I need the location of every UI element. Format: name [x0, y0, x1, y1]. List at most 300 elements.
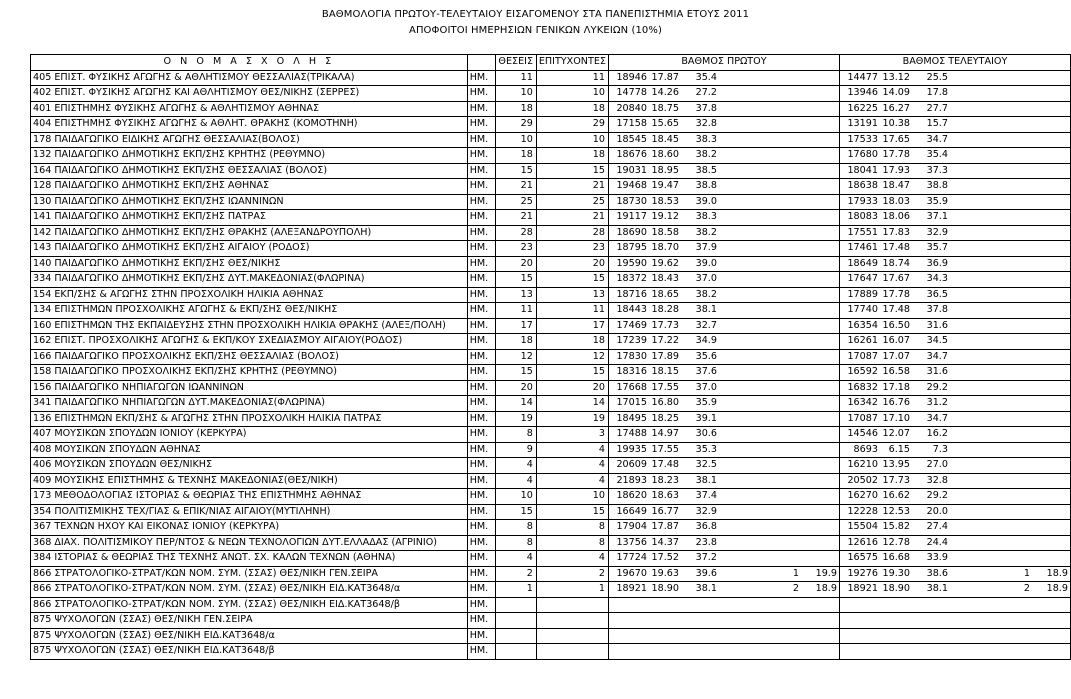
school-code: 407 [31, 427, 53, 443]
last-grade-cell [839, 225, 1070, 241]
school-type: ΗΜ. [467, 613, 495, 629]
table-row [31, 194, 1071, 210]
last-grade-value: 17.73 [882, 474, 910, 486]
admitted-value: 21 [536, 179, 608, 195]
first-grade-value: 18.63 [651, 490, 679, 502]
header-last-grade: ΒΑΘΜΟΣ ΤΕΛΕΥΤΑΙΟΥ [839, 55, 1070, 71]
school-type: ΗΜ. [467, 489, 495, 505]
seats-value: 13 [495, 287, 536, 303]
last-score-value: 25.5 [926, 71, 948, 83]
school-code: 140 [31, 256, 53, 272]
first-score-value: 32.5 [695, 459, 717, 471]
first-grade-cell [608, 334, 839, 350]
admitted-value: 1 [536, 582, 608, 598]
school-name: ΠΑΙΔΑΓΩΓΙΚΟ ΝΗΠΙΑΓΩΓΩΝ ΙΩΑΝΝΙΝΩΝ [52, 380, 467, 396]
school-code: 128 [31, 179, 53, 195]
last-grade-value: 17.93 [882, 164, 910, 176]
admitted-value: 23 [536, 241, 608, 257]
school-name: ΜΟΥΣΙΚΗΣ ΕΠΙΣΤΗΜΗΣ & ΤΕΧΝΗΣ ΜΑΚΕΔΟΝΙΑΣ(ΘΕΣ/ΝΙΚΗ) [52, 473, 467, 489]
school-name: ΕΠΙΣΤΗΜΗΣ ΦΥΣΙΚΗΣ ΑΓΩΓΗΣ & ΑΘΛΗΤ. ΘΡΑΚΗΣ (ΚΟΜΟΤΗΝΗ) [52, 117, 467, 133]
first-rank-value: 19117 [616, 211, 647, 223]
school-type: ΗΜ. [467, 535, 495, 551]
school-code: 402 [31, 86, 53, 102]
admitted-value: 10 [536, 86, 608, 102]
school-code: 368 [31, 535, 53, 551]
last-grade-value: 16.62 [882, 490, 910, 502]
school-type: ΗΜ. [467, 458, 495, 474]
last-score-value: 35.9 [926, 195, 948, 207]
school-name: ΕΠΙΣΤ. ΦΥΣΙΚΗΣ ΑΓΩΓΗΣ ΚΑΙ ΑΘΛΗΤΙΣΜΟΥ ΘΕΣ/ΝΙΚΗΣ (ΣΕΡΡΕΣ) [52, 86, 467, 102]
admitted-value: 17 [536, 318, 608, 334]
last-score-value: 17.8 [926, 87, 948, 99]
results-table [30, 54, 1071, 660]
school-code: 405 [31, 70, 53, 86]
last-score-value: 38.8 [926, 180, 948, 192]
last-score-value: 36.9 [926, 257, 948, 269]
admitted-value: 20 [536, 380, 608, 396]
first-score-value: 37.9 [695, 242, 717, 254]
table-row [31, 132, 1071, 148]
last-grade-cell [839, 504, 1070, 520]
admitted-value: 18 [536, 148, 608, 164]
table-row [31, 287, 1071, 303]
last-rank-value: 19276 [847, 567, 878, 579]
seats-value: 4 [495, 473, 536, 489]
table-row [31, 365, 1071, 381]
last-grade-cell [839, 566, 1070, 582]
first-rank-value: 18690 [616, 226, 647, 238]
first-grade-cell [608, 473, 839, 489]
first-grade-value: 19.47 [651, 180, 679, 192]
last-grade-cell [839, 303, 1070, 319]
last-grade-value: 10.38 [882, 118, 910, 130]
first-score-value: 34.9 [695, 335, 717, 347]
first-rank-value: 18795 [616, 242, 647, 254]
last-grade-value: 16.50 [882, 319, 910, 331]
first-score-value: 35.9 [695, 397, 717, 409]
first-rank-value: 19935 [616, 443, 647, 455]
last-rank-value: 16575 [847, 552, 878, 564]
last-extra-rank-value: 2 [1023, 583, 1030, 595]
admitted-value: 8 [536, 520, 608, 536]
first-score-value: 38.5 [695, 164, 717, 176]
first-rank-value: 17469 [616, 319, 647, 331]
first-grade-value: 17.48 [651, 459, 679, 471]
school-name: ΜΕΘΟΔΟΛΟΓΙΑΣ ΙΣΤΟΡΙΑΣ & ΘΕΩΡΙΑΣ ΤΗΣ ΕΠΙΣΤΗΜΗΣ ΑΘΗΝΑΣ [52, 489, 467, 505]
first-grade-cell [608, 566, 839, 582]
header-seats: ΘΕΣΕΙΣ [495, 55, 536, 71]
school-code: 334 [31, 272, 53, 288]
last-grade-cell [839, 644, 1070, 660]
seats-value: 11 [495, 303, 536, 319]
school-type: ΗΜ. [467, 365, 495, 381]
last-score-value: 37.8 [926, 304, 948, 316]
last-rank-value: 15504 [847, 521, 878, 533]
seats-value: 15 [495, 504, 536, 520]
last-grade-cell [839, 210, 1070, 226]
table-row [31, 644, 1071, 660]
seats-value: 17 [495, 318, 536, 334]
last-grade-cell [839, 287, 1070, 303]
first-grade-value: 18.43 [651, 273, 679, 285]
last-score-value: 20.0 [926, 505, 948, 517]
school-type: ΗΜ. [467, 287, 495, 303]
last-score-value: 7.3 [932, 443, 948, 455]
last-grade-value: 17.48 [882, 304, 910, 316]
first-grade-cell [608, 644, 839, 660]
school-type: ΗΜ. [467, 442, 495, 458]
admitted-value: 12 [536, 349, 608, 365]
admitted-value [536, 597, 608, 613]
last-rank-value: 8693 [853, 443, 878, 455]
school-name: ΠΑΙΔΑΓΩΓΙΚΟ ΔΗΜΟΤΙΚΗΣ ΕΚΠ/ΣΗΣ ΑΙΓΑΙΟΥ (ΡΟΔΟΣ) [52, 241, 467, 257]
table-body [31, 70, 1071, 659]
school-type: ΗΜ. [467, 551, 495, 567]
last-grade-cell [839, 70, 1070, 86]
last-rank-value: 12228 [847, 505, 878, 517]
last-rank-value: 16592 [847, 366, 878, 378]
last-grade-value: 16.07 [882, 335, 910, 347]
last-grade-cell [839, 117, 1070, 133]
first-grade-value: 19.62 [651, 257, 679, 269]
last-score-value: 37.3 [926, 164, 948, 176]
first-rank-value: 18946 [616, 71, 647, 83]
school-name: ΜΟΥΣΙΚΩΝ ΣΠΟΥΔΩΝ ΑΘΗΝΑΣ [52, 442, 467, 458]
school-name: ΤΕΧΝΩΝ ΗΧΟΥ ΚΑΙ ΕΙΚΟΝΑΣ ΙΟΝΙΟΥ (ΚΕΡΚΥΡΑ) [52, 520, 467, 536]
school-type: ΗΜ. [467, 644, 495, 660]
seats-value: 10 [495, 489, 536, 505]
school-code: 866 [31, 597, 53, 613]
first-rank-value: 18676 [616, 149, 647, 161]
table-row [31, 86, 1071, 102]
seats-value: 23 [495, 241, 536, 257]
school-code: 130 [31, 194, 53, 210]
last-grade-cell [839, 272, 1070, 288]
first-grade-cell [608, 256, 839, 272]
school-name: ΕΚΠ/ΣΗΣ & ΑΓΩΓΗΣ ΣΤΗΝ ΠΡΟΣΧΟΛΙΚΗ ΗΛΙΚΙΑ ΑΘΗΝΑΣ [52, 287, 467, 303]
last-rank-value: 16832 [847, 381, 878, 393]
school-type: ΗΜ. [467, 148, 495, 164]
page-title: ΒΑΘΜΟΛΟΓΙΑ ΠΡΩΤΟΥ-ΤΕΛΕΥΤΑΙΟΥ ΕΙΣΑΓΟΜΕΝΟΥ ΣΤΑ ΠΑΝΕΠΙΣΤΗΜΙΑ ΕΤΟΥΣ 2011 [321, 9, 750, 20]
school-type: ΗΜ. [467, 86, 495, 102]
school-type: ΗΜ. [467, 582, 495, 598]
last-grade-cell [839, 148, 1070, 164]
first-grade-cell [608, 427, 839, 443]
last-grade-value: 17.83 [882, 226, 910, 238]
last-rank-value: 18638 [847, 180, 878, 192]
admitted-value [536, 644, 608, 660]
first-rank-value: 20840 [616, 102, 647, 114]
first-extra-rank-value: 2 [792, 583, 799, 595]
table-row [31, 613, 1071, 629]
first-grade-cell [608, 628, 839, 644]
admitted-value: 18 [536, 334, 608, 350]
first-rank-value: 14778 [616, 87, 647, 99]
school-type: ΗΜ. [467, 427, 495, 443]
last-grade-value: 16.58 [882, 366, 910, 378]
school-name: ΣΤΡΑΤΟΛΟΓΙΚΟ-ΣΤΡΑΤ/ΚΩΝ ΝΟΜ. ΣΥΜ. (ΣΣΑΣ) ΘΕΣ/ΝΙΚΗ ΓΕΝ.ΣΕΙΡΑ [52, 566, 467, 582]
last-score-value: 32.9 [926, 226, 948, 238]
last-score-value: 15.7 [926, 118, 948, 130]
first-score-value: 37.8 [695, 102, 717, 114]
first-grade-cell [608, 303, 839, 319]
school-code: 158 [31, 365, 53, 381]
seats-value: 4 [495, 458, 536, 474]
first-rank-value: 13756 [616, 536, 647, 548]
seats-value: 21 [495, 210, 536, 226]
table-row [31, 582, 1071, 598]
header-school-name: Ο Ν Ο Μ Α Σ Χ Ο Λ Η Σ [31, 55, 468, 71]
last-grade-cell [839, 551, 1070, 567]
last-rank-value: 17647 [847, 273, 878, 285]
last-grade-cell [839, 427, 1070, 443]
table-row [31, 458, 1071, 474]
first-grade-value: 19.63 [651, 567, 679, 579]
seats-value: 15 [495, 365, 536, 381]
first-rank-value: 18316 [616, 366, 647, 378]
first-rank-value: 18730 [616, 195, 647, 207]
first-rank-value: 19590 [616, 257, 647, 269]
table-row [31, 442, 1071, 458]
seats-value: 18 [495, 334, 536, 350]
last-grade-cell [839, 535, 1070, 551]
first-grade-cell [608, 179, 839, 195]
first-grade-value: 18.95 [651, 164, 679, 176]
school-name: ΠΑΙΔΑΓΩΓΙΚΟ ΔΗΜΟΤΙΚΗΣ ΕΚΠ/ΣΗΣ ΠΑΤΡΑΣ [52, 210, 467, 226]
table-row [31, 349, 1071, 365]
last-grade-cell [839, 318, 1070, 334]
first-grade-value: 18.90 [651, 583, 679, 595]
last-rank-value: 13946 [847, 87, 878, 99]
school-code: 134 [31, 303, 53, 319]
last-grade-cell [839, 380, 1070, 396]
school-code: 136 [31, 411, 53, 427]
last-rank-value: 18649 [847, 257, 878, 269]
admitted-value: 18 [536, 101, 608, 117]
first-grade-value: 15.65 [651, 118, 679, 130]
last-rank-value: 14477 [847, 71, 878, 83]
admitted-value: 10 [536, 489, 608, 505]
first-grade-value: 18.45 [651, 133, 679, 145]
school-code: 401 [31, 101, 53, 117]
first-score-value: 38.1 [695, 304, 717, 316]
first-grade-cell [608, 551, 839, 567]
school-type: ΗΜ. [467, 628, 495, 644]
last-rank-value: 17551 [847, 226, 878, 238]
seats-value: 18 [495, 148, 536, 164]
school-name: ΠΑΙΔΑΓΩΓΙΚΟ ΠΡΟΣΧΟΛΙΚΗΣ ΕΚΠ/ΣΗΣ ΘΕΣΣΑΛΙΑΣ (ΒΟΛΟΣ) [52, 349, 467, 365]
first-rank-value: 17488 [616, 428, 647, 440]
first-grade-cell [608, 163, 839, 179]
last-score-value: 35.7 [926, 242, 948, 254]
admitted-value: 3 [536, 427, 608, 443]
seats-value [495, 644, 536, 660]
first-grade-cell [608, 210, 839, 226]
last-grade-cell [839, 411, 1070, 427]
first-score-value: 36.8 [695, 521, 717, 533]
first-grade-value: 18.60 [651, 149, 679, 161]
school-name: ΔΙΑΧ. ΠΟΛΙΤΙΣΜΙΚΟΥ ΠΕΡ/ΝΤΟΣ & ΝΕΩΝ ΤΕΧΝΟΛΟΓΙΩΝ ΔΥΤ.ΕΛΛΑΔΑΣ (ΑΓΡΙΝΙΟ) [52, 535, 467, 551]
first-grade-value: 18.28 [651, 304, 679, 316]
school-type: ΗΜ. [467, 272, 495, 288]
first-score-value: 37.6 [695, 366, 717, 378]
admitted-value: 4 [536, 458, 608, 474]
school-name: ΜΟΥΣΙΚΩΝ ΣΠΟΥΔΩΝ ΙΟΝΙΟΥ (ΚΕΡΚΥΡΑ) [52, 427, 467, 443]
last-rank-value: 16342 [847, 397, 878, 409]
table-row [31, 597, 1071, 613]
last-rank-value: 14546 [847, 428, 878, 440]
first-grade-cell [608, 520, 839, 536]
table-row [31, 241, 1071, 257]
school-name: ΕΠΙΣΤΗΜΩΝ ΤΗΣ ΕΚΠΑΙΔΕΥΣΗΣ ΣΤΗΝ ΠΡΟΣΧΟΛΙΚΗ ΗΛΙΚΙΑ ΘΡΑΚΗΣ (ΑΛΕΞ/ΠΟΛΗ) [52, 318, 467, 334]
first-rank-value: 17015 [616, 397, 647, 409]
table-row [31, 334, 1071, 350]
last-grade-value: 6.15 [888, 443, 910, 455]
last-grade-value: 17.65 [882, 133, 910, 145]
first-rank-value: 17158 [616, 118, 647, 130]
seats-value: 21 [495, 179, 536, 195]
last-rank-value: 17087 [847, 412, 878, 424]
last-score-value: 38.6 [926, 567, 948, 579]
last-grade-cell [839, 628, 1070, 644]
school-code: 341 [31, 396, 53, 412]
school-name: ΠΑΙΔΑΓΩΓΙΚΟ ΔΗΜΟΤΙΚΗΣ ΕΚΠ/ΣΗΣ ΑΘΗΝΑΣ [52, 179, 467, 195]
last-grade-value: 12.78 [882, 536, 910, 548]
last-grade-value: 18.47 [882, 180, 910, 192]
first-grade-cell [608, 70, 839, 86]
first-grade-value: 18.70 [651, 242, 679, 254]
school-name: ΙΣΤΟΡΙΑΣ & ΘΕΩΡΙΑΣ ΤΗΣ ΤΕΧΝΗΣ ΑΝΩΤ. ΣΧ. ΚΑΛΩΝ ΤΕΧΝΩΝ (ΑΘΗΝΑ) [52, 551, 467, 567]
last-grade-cell [839, 256, 1070, 272]
last-grade-value: 13.12 [882, 71, 910, 83]
school-type: ΗΜ. [467, 396, 495, 412]
admitted-value: 20 [536, 256, 608, 272]
school-type: ΗΜ. [467, 117, 495, 133]
first-score-value: 35.4 [695, 71, 717, 83]
admitted-value: 10 [536, 132, 608, 148]
school-name: ΣΤΡΑΤΟΛΟΓΙΚΟ-ΣΤΡΑΤ/ΚΩΝ ΝΟΜ. ΣΥΜ. (ΣΣΑΣ) ΘΕΣ/ΝΙΚΗ ΕΙΔ.ΚΑΤ3648/β [52, 597, 467, 613]
last-score-value: 38.1 [926, 583, 948, 595]
first-grade-cell [608, 613, 839, 629]
admitted-value: 13 [536, 287, 608, 303]
seats-value: 29 [495, 117, 536, 133]
school-type: ΗΜ. [467, 520, 495, 536]
table-row [31, 117, 1071, 133]
first-score-value: 23.8 [695, 536, 717, 548]
first-score-value: 39.6 [695, 567, 717, 579]
first-rank-value: 19670 [616, 567, 647, 579]
school-name: ΠΑΙΔΑΓΩΓΙΚΟ ΕΙΔΙΚΗΣ ΑΓΩΓΗΣ ΘΕΣΣΑΛΙΑΣ(ΒΟΛΟΣ) [52, 132, 467, 148]
school-code: 142 [31, 225, 53, 241]
table-row [31, 504, 1071, 520]
last-grade-value: 16.68 [882, 552, 910, 564]
admitted-value: 29 [536, 117, 608, 133]
admitted-value: 19 [536, 411, 608, 427]
school-code: 866 [31, 566, 53, 582]
table-row [31, 163, 1071, 179]
seats-value: 11 [495, 70, 536, 86]
last-rank-value: 13191 [847, 118, 878, 130]
admitted-value: 11 [536, 70, 608, 86]
school-type: ΗΜ. [467, 225, 495, 241]
first-grade-cell [608, 349, 839, 365]
school-code: 875 [31, 613, 53, 629]
school-type: ΗΜ. [467, 241, 495, 257]
first-grade-cell [608, 597, 839, 613]
first-grade-value: 18.15 [651, 366, 679, 378]
admitted-value: 15 [536, 365, 608, 381]
seats-value: 28 [495, 225, 536, 241]
first-score-value: 37.2 [695, 552, 717, 564]
first-grade-value: 18.25 [651, 412, 679, 424]
school-code: 866 [31, 582, 53, 598]
first-grade-cell [608, 272, 839, 288]
seats-value: 2 [495, 566, 536, 582]
school-type: ΗΜ. [467, 411, 495, 427]
last-grade-cell [839, 582, 1070, 598]
last-grade-value: 14.09 [882, 87, 910, 99]
school-type: ΗΜ. [467, 303, 495, 319]
first-rank-value: 17668 [616, 381, 647, 393]
first-grade-cell [608, 365, 839, 381]
seats-value: 15 [495, 163, 536, 179]
seats-value: 12 [495, 349, 536, 365]
last-score-value: 36.5 [926, 288, 948, 300]
table-row [31, 101, 1071, 117]
first-grade-value: 17.22 [651, 335, 679, 347]
seats-value: 1 [495, 582, 536, 598]
first-score-value: 30.6 [695, 428, 717, 440]
last-rank-value: 18921 [847, 583, 878, 595]
header-type [467, 55, 495, 71]
first-grade-cell [608, 101, 839, 117]
table-row [31, 210, 1071, 226]
first-rank-value: 18716 [616, 288, 647, 300]
first-score-value: 32.9 [695, 505, 717, 517]
seats-value: 10 [495, 86, 536, 102]
last-grade-cell [839, 241, 1070, 257]
school-code: 178 [31, 132, 53, 148]
first-score-value: 37.4 [695, 490, 717, 502]
seats-value: 20 [495, 256, 536, 272]
seats-value: 4 [495, 551, 536, 567]
first-rank-value: 18495 [616, 412, 647, 424]
admitted-value: 21 [536, 210, 608, 226]
first-score-value: 38.2 [695, 288, 717, 300]
last-grade-value: 18.74 [882, 257, 910, 269]
last-grade-value: 15.82 [882, 521, 910, 533]
school-type: ΗΜ. [467, 334, 495, 350]
first-rank-value: 18372 [616, 273, 647, 285]
seats-value: 8 [495, 535, 536, 551]
first-score-value: 38.8 [695, 180, 717, 192]
school-code: 384 [31, 551, 53, 567]
school-code: 875 [31, 644, 53, 660]
first-rank-value: 17239 [616, 335, 647, 347]
first-grade-value: 17.55 [651, 443, 679, 455]
last-grade-cell [839, 458, 1070, 474]
last-grade-cell [839, 473, 1070, 489]
last-score-value: 37.1 [926, 211, 948, 223]
school-type: ΗΜ. [467, 473, 495, 489]
last-extra-grade-value: 18.9 [1046, 583, 1068, 595]
school-code: 164 [31, 163, 53, 179]
last-score-value: 34.7 [926, 350, 948, 362]
school-type: ΗΜ. [467, 597, 495, 613]
first-grade-cell [608, 411, 839, 427]
table-row [31, 551, 1071, 567]
school-name: ΠΑΙΔΑΓΩΓΙΚΟ ΔΗΜΟΤΙΚΗΣ ΕΚΠ/ΣΗΣ ΘΕΣΣΑΛΙΑΣ (ΒΟΛΟΣ) [52, 163, 467, 179]
